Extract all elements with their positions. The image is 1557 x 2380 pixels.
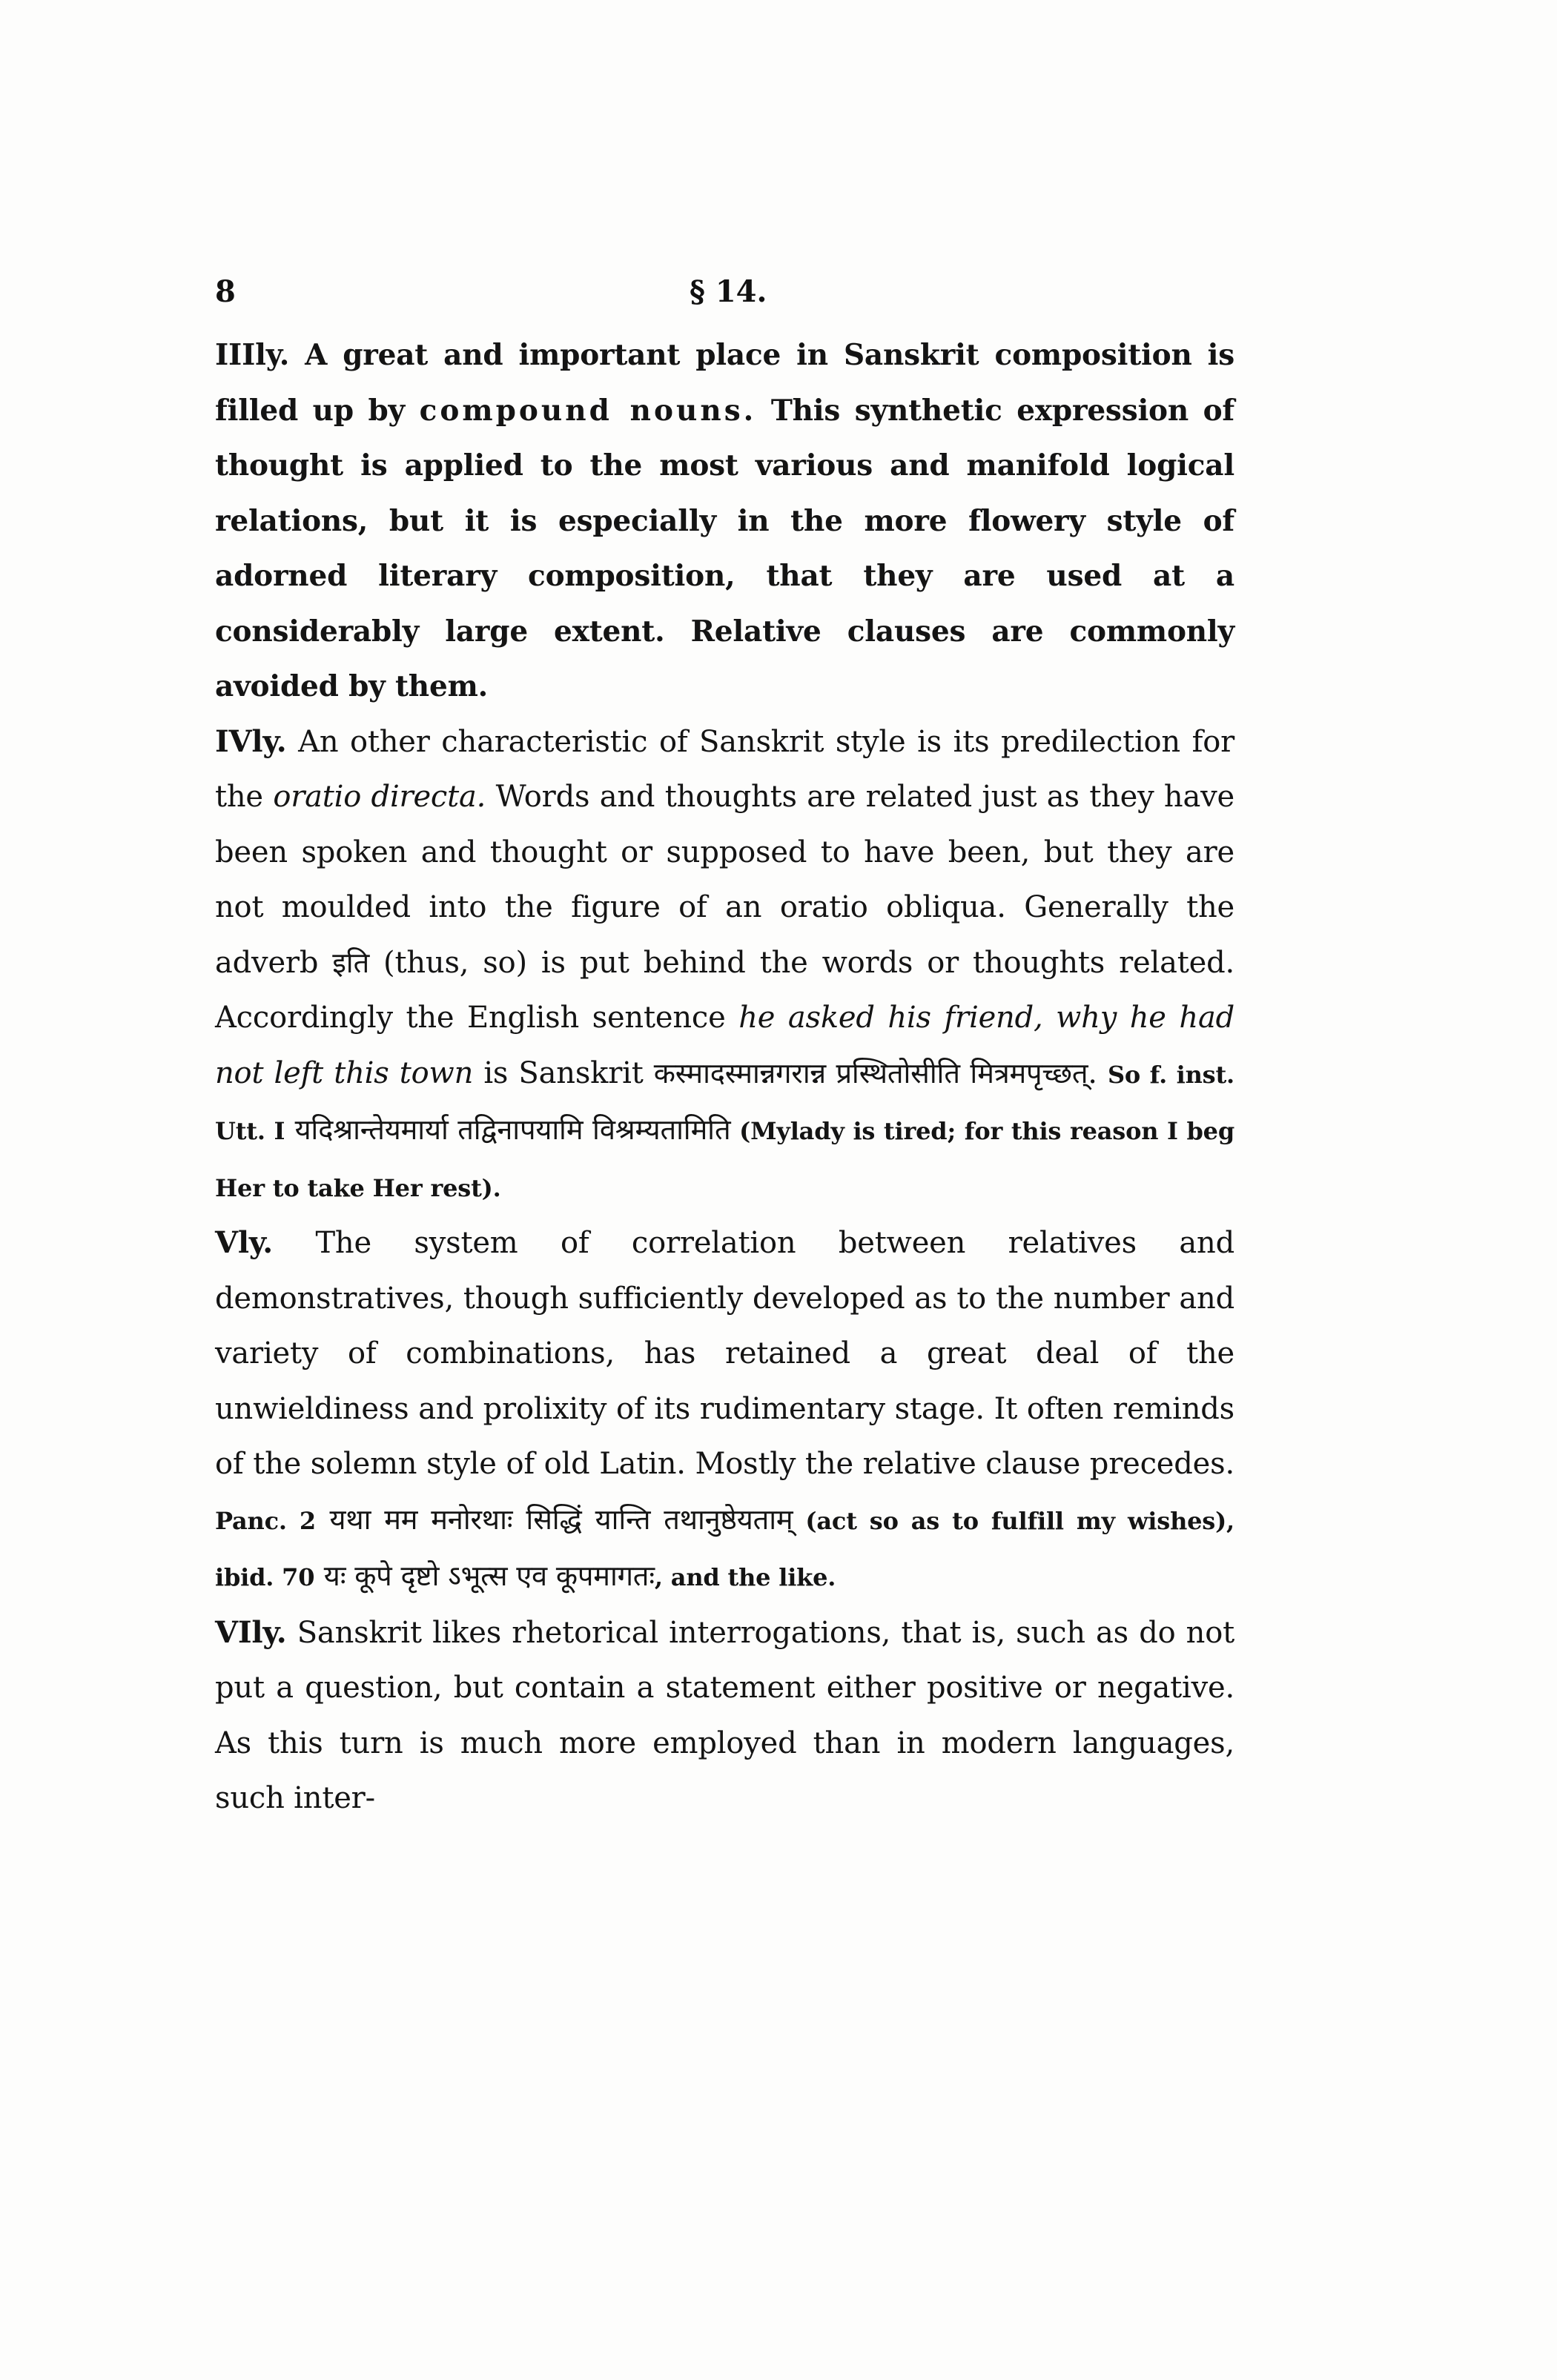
paragraph-text: The system of correlation between relatives and demonstratives, though sufficiently developed as to the number and variety of combinations, has retained a great deal of the unwieldiness and prolixity of its rudimentary stage. It often reminds of the solemn style of old Latin. Mostly the relative clause precedes. [215,1226,1234,1481]
devanagari-word: इति [332,946,370,979]
devanagari-quote: यः कूपे दृष्टो ऽभूत्स एव कूपमागतः [323,1559,655,1592]
page-number: 8 [215,274,236,309]
paragraph-rhetorical [215,1605,1234,1826]
paragraph-number: IIIly. [215,338,290,372]
spaced-term: compound nouns. [419,393,757,428]
translation-text: , and the like. [654,1563,836,1591]
paragraph-text: Words and thoughts are related just as they have been spoken and thought or supposed to have been, but they are not moulded into the figure of an oratio obliqua. Generally the adverb [215,780,1234,980]
translation-text: (Mylady is tired; for this reason I beg Her to take Her rest). [215,1117,1234,1202]
italic-term: oratio directa. [273,780,486,814]
paragraph-text: Sanskrit likes rhetorical interrogations, that is, such as do not put a question, but contain a statement either positive or negative. As this turn is much more employed than in modern languages, such inter- [215,1615,1234,1815]
paragraph-number: IVly. [215,723,287,759]
citation-text: Panc. 2 [215,1506,316,1535]
paragraph-text: is Sanskrit [473,1055,654,1090]
citation-text: So f. inst. Utt. I [215,1060,1235,1145]
devanagari-quote: यदिश्रान्तेयमार्या तद्विनापयामि विश्रम्यतामिति [294,1113,731,1146]
paragraph-compound-nouns [215,328,1234,715]
italic-example: he asked his friend, why he had not left this town [215,1001,1234,1090]
section-heading: § 14. [690,274,767,309]
paragraph-text: A great and important place in Sanskrit composition is filled up by [215,338,1234,428]
paragraph-number: Vly. [215,1225,274,1260]
paragraph-text: (thus, so) is put behind the words or thoughts related. Accordingly the English sentence [215,945,1234,1035]
devanagari-sentence: कस्मादस्मान्नगरान्न प्रस्थितोसीति मित्रमपृच्छत् [653,1056,1088,1090]
paragraph-number: VIly. [215,1614,287,1650]
devanagari-quote: यथा मम मनोरथाः सिद्धिं यान्ति तथानुष्ठेयताम् [329,1502,793,1536]
paragraph-text: . [1088,1055,1108,1090]
paragraph-correlation [215,1216,1234,1605]
paragraph-oratio-directa [215,715,1234,1216]
body-text [215,328,1234,1826]
translation-text: (act so as to fulfill my wishes), ibid. 70 [215,1506,1234,1591]
paragraph-text: An other characteristic of Sanskrit style is its predilection for the [215,724,1234,814]
page-header [215,274,1238,319]
paragraph-text: This synthetic expression of thought is applied to the most various and manifold logical relations, but it is especially in the more flowery style of adorned literary composition, that they are used at a considerably large extent. Relative clauses are commonly avoided by them. [215,393,1234,703]
